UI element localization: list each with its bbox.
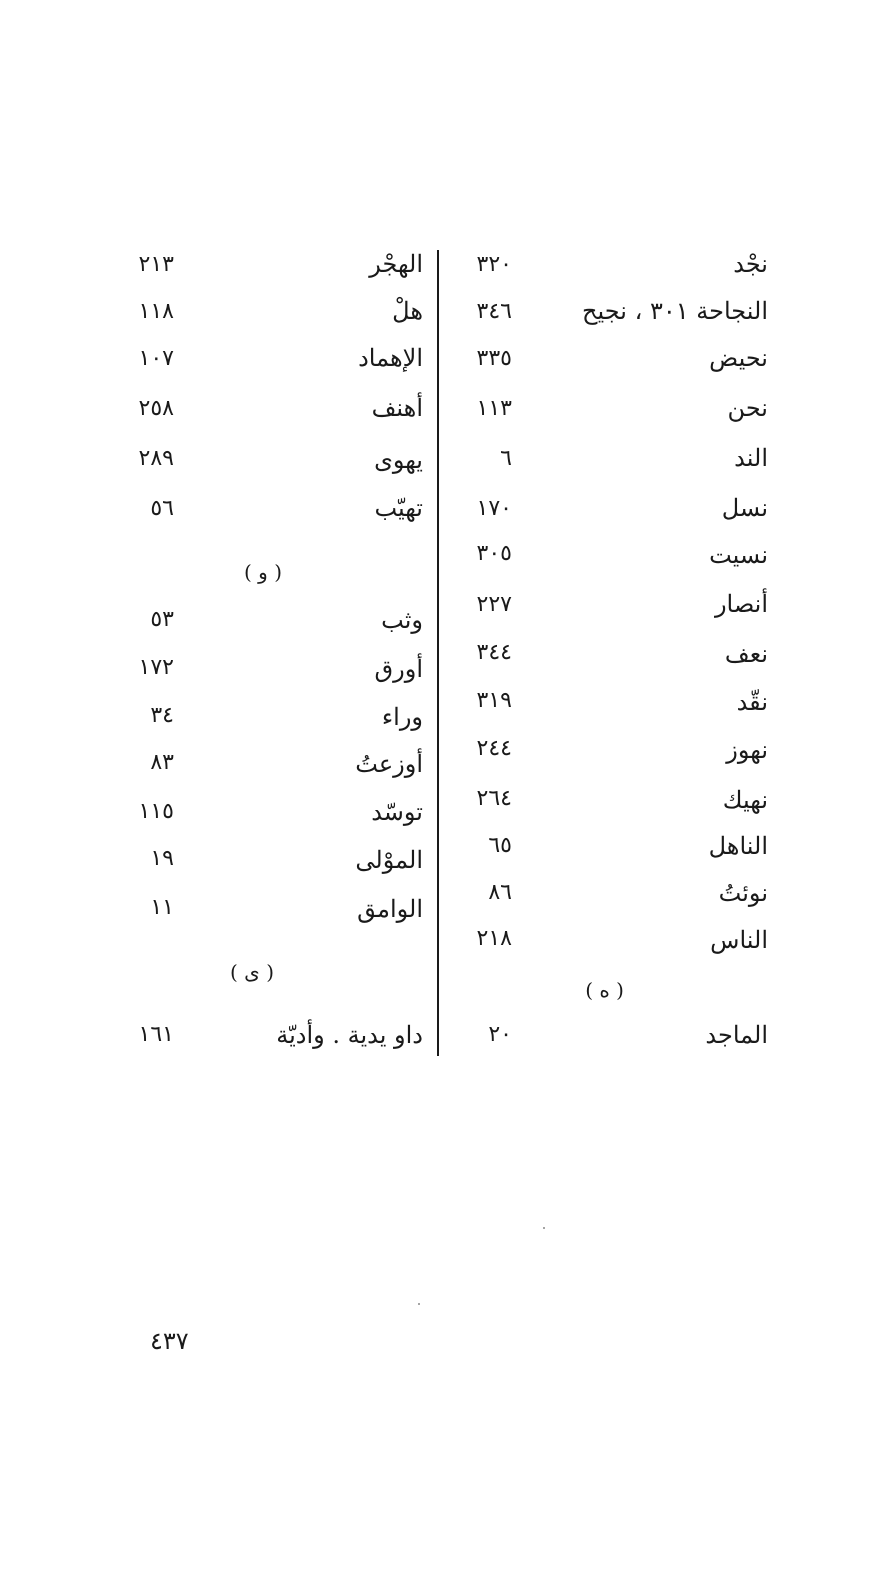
- index-word: توسّد: [371, 798, 423, 826]
- index-page: ١١: [150, 895, 174, 920]
- index-page: ٨٦: [488, 880, 512, 905]
- index-word: أهنف: [371, 394, 423, 422]
- index-word: نسيت: [709, 541, 768, 569]
- index-word: الموْلى: [355, 846, 423, 874]
- index-word: الماجد: [705, 1021, 768, 1049]
- section-heading-ya: ( ى ): [230, 960, 274, 984]
- index-page: ٥٦: [150, 496, 174, 521]
- index-page: ١١٥: [138, 799, 174, 824]
- index-page: ١٧٠: [476, 496, 512, 521]
- index-word: نقّد: [736, 688, 768, 716]
- index-word: الند: [734, 444, 768, 472]
- index-page: ٣٣٥: [476, 346, 512, 371]
- index-word: نسل: [721, 494, 768, 522]
- index-page: ٢١٨: [476, 926, 512, 951]
- index-word: الإهماد: [358, 344, 423, 372]
- section-heading-ha: ( ه ): [585, 978, 624, 1002]
- index-word: نعف: [724, 640, 768, 668]
- index-page: ١٧٢: [138, 655, 174, 680]
- index-word: نجْد: [733, 250, 768, 278]
- index-word: الناس: [710, 926, 768, 954]
- index-page: ٣٠٥: [476, 541, 512, 566]
- index-page: ١٠٧: [138, 346, 174, 371]
- index-word: النجاحة ٣٠١ ، نجيح: [582, 297, 768, 325]
- index-word: نوئتُ: [718, 879, 768, 907]
- index-word: نهيك: [722, 786, 768, 814]
- index-word: وثب: [381, 606, 423, 634]
- index-page: ١١٣: [476, 396, 512, 421]
- index-word: نحن: [727, 394, 768, 422]
- index-page: ٢٥٨: [138, 396, 174, 421]
- index-word: داو يدية . وأديّة: [276, 1021, 423, 1049]
- index-word: أوزعتُ: [355, 750, 423, 778]
- index-page: ٣٤٦: [476, 299, 512, 324]
- index-word: الناهل: [708, 832, 768, 860]
- index-word: أنصار: [714, 590, 768, 618]
- index-page: ٣١٩: [476, 688, 512, 713]
- index-word: تهيّب: [374, 494, 423, 522]
- index-word: يهوى: [374, 446, 423, 474]
- index-page: ١١٨: [138, 299, 174, 324]
- index-word: نحيض: [709, 344, 768, 372]
- index-word: هلْ: [392, 297, 423, 325]
- index-page: ٣٤٤: [476, 640, 512, 665]
- index-page: ٢٤٤: [476, 736, 512, 761]
- index-page: ٨٣: [150, 750, 174, 775]
- index-page: ٦٥: [488, 833, 512, 858]
- scan-speck: [418, 1303, 420, 1305]
- index-page: ٣٤: [150, 703, 174, 728]
- index-word: وراء: [381, 703, 423, 731]
- index-page: ١٦١: [138, 1022, 174, 1047]
- section-heading-waw: ( و ): [244, 560, 282, 584]
- page-number: ٤٣٧: [150, 1327, 189, 1355]
- index-page: ٢٠: [488, 1022, 512, 1047]
- column-divider: [437, 250, 439, 1056]
- index-page: ٥٣: [150, 607, 174, 632]
- index-page: ٢٦٤: [476, 786, 512, 811]
- index-page: ٢٨٩: [138, 446, 174, 471]
- index-page: ٣٢٠: [476, 252, 512, 277]
- index-page: ٢١٣: [138, 252, 174, 277]
- index-word: نهوز: [726, 736, 768, 764]
- index-word: الهجْر: [369, 250, 423, 278]
- index-page: ٢٢٧: [476, 592, 512, 617]
- index-word: الوامق: [357, 895, 423, 923]
- index-page: ١٩: [150, 846, 174, 871]
- scan-speck: [543, 1227, 545, 1229]
- index-word: أورق: [374, 655, 423, 683]
- index-page: ٦: [500, 446, 512, 471]
